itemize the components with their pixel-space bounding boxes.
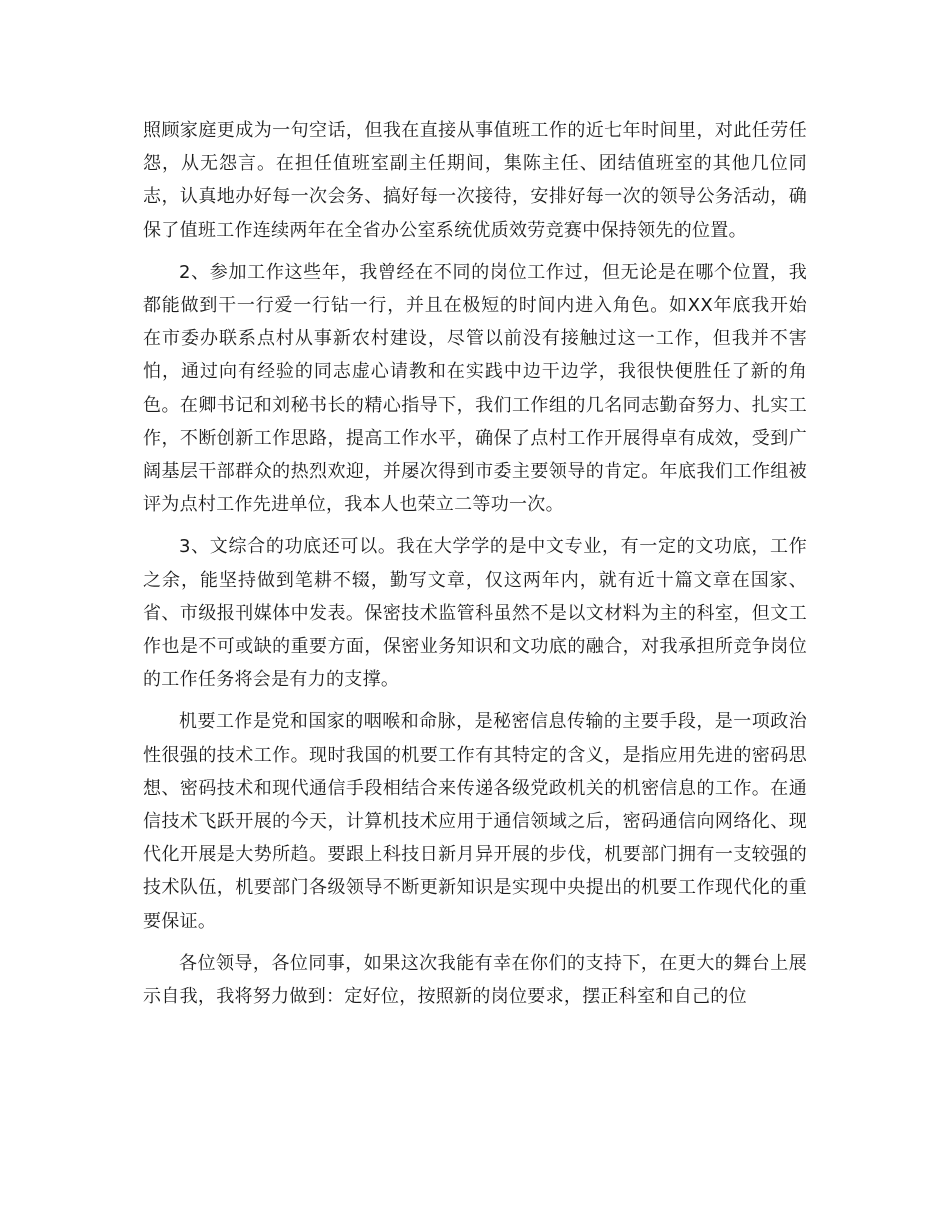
paragraph-closing: 各位领导，各位同事，如果这次我能有幸在你们的支持下，在更大的舞台上展示自我，我将努力做到：定好位，按照新的岗位要求，摆正科室和自己的位 <box>143 952 807 1008</box>
paragraph-confidential-work: 机要工作是党和国家的咽喉和命脉，是秘密信息传输的主要手段，是一项政治性很强的技术工作。现时我国的机要工作有其特定的含义，是指应用先进的密码思想、密码技术和现代通信手段相结合来传递各级党政机关的机密信息的工作。在通信技术飞跃开展的今天，计算机技术应用于通信领域之后，密码通信向网络化、现代化开展是大势所趋。要跟上科技日新月异开展的步伐，机要部门拥有一支较强的技术队伍，机要部门各级领导不断更新知识是实现中央提出的机要工作现代化的重要保证。 <box>143 711 807 932</box>
paragraph-item-3: 3、文综合的功底还可以。我在大学学的是中文专业，有一定的文功底，工作之余，能坚持做到笔耕不辍，勤写文章，仅这两年内，就有近十篇文章在国家、省、市级报刊媒体中发表。保密技术监管科虽然不是以文材料为主的科室，但文工作也是不可或缺的重要方面，保密业务知识和文功底的融合，对我承担所竞争岗位的工作任务将会是有力的支撑。 <box>143 536 807 691</box>
paragraph-item-2: 2、参加工作这些年，我曾经在不同的岗位工作过，但无论是在哪个位置，我都能做到干一行爱一行钻一行，并且在极短的时间内进入角色。如XX年底我开始在市委办联系点村从事新农村建设，尽管以前没有接触过这一工作，但我并不害怕，通过向有经验的同志虚心请教和在实践中边干边学，我很快便胜任了新的角色。在卿书记和刘秘书长的精心指导下，我们工作组的几名同志勤奋努力、扎实工作，不断创新工作思路，提高工作水平，确保了点村工作开展得卓有成效，受到广阔基层干部群众的热烈欢迎，并屡次得到市委主要领导的肯定。年底我们工作组被评为点村工作先进单位，我本人也荣立二等功一次。 <box>143 261 807 516</box>
document-body <box>143 114 807 1022</box>
paragraph-continuation: 照顾家庭更成为一句空话，但我在直接从事值班工作的近七年时间里，对此任劳任怨，从无怨言。在担任值班室副主任期间，集陈主任、团结值班室的其他几位同志，认真地办好每一次会务、搞好每一次接待，安排好每一次的领导公务活动，确保了值班工作连续两年在全省办公室系统优质效劳竞赛中保持领先的位置。 <box>143 120 807 241</box>
